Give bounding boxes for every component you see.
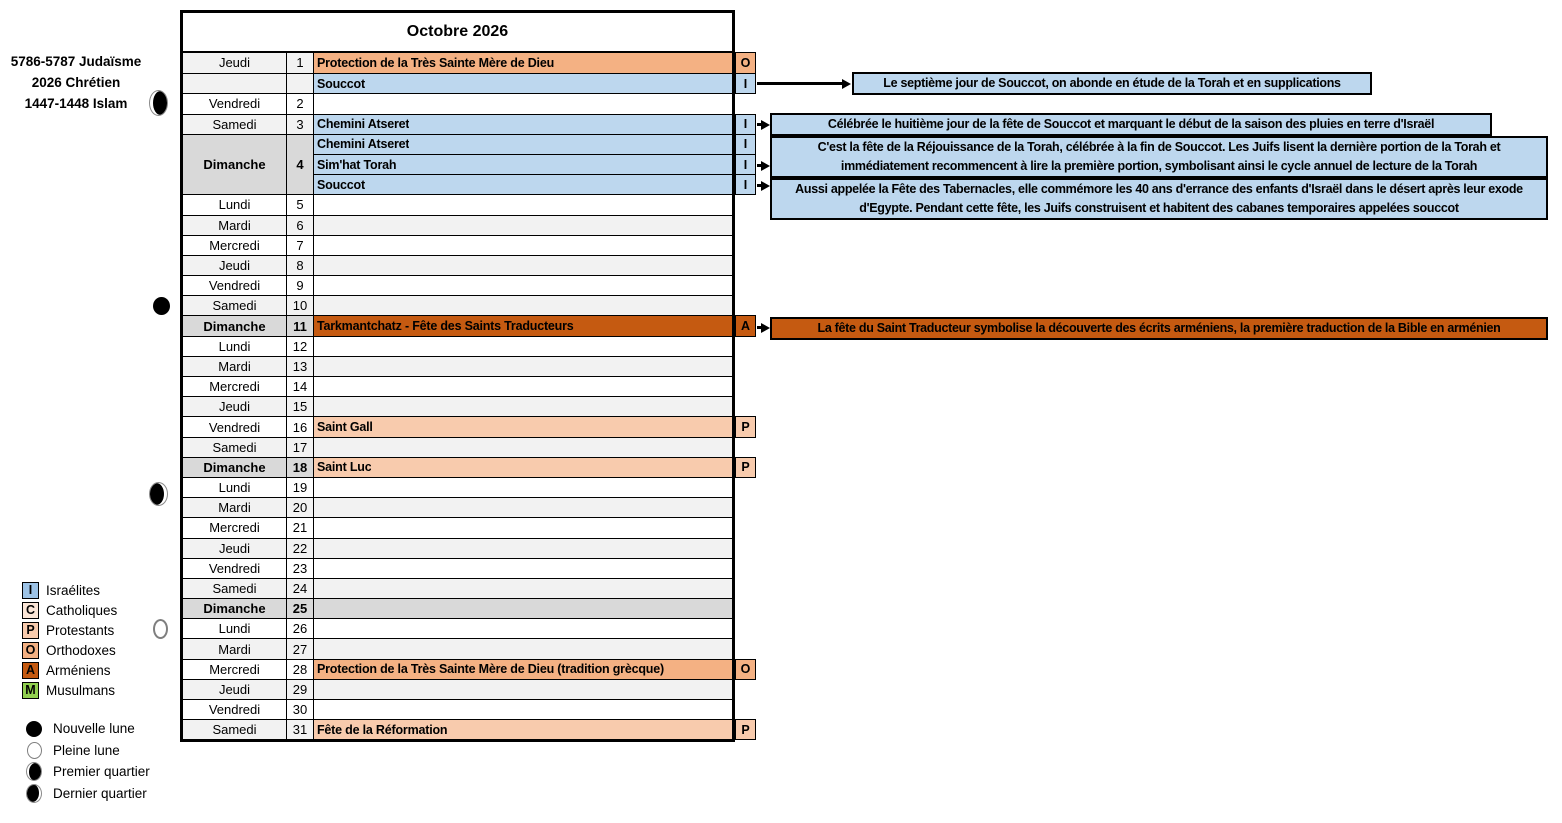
event-cell (314, 53, 751, 73)
day-name-cell: Samedi (212, 298, 257, 314)
event-label: Saint Gall (317, 420, 373, 435)
calendar-day-block (183, 295, 732, 315)
era-judaism: 5786-5787 Judaïsme (10, 54, 142, 69)
event-cell (314, 680, 732, 699)
calendar-day-block (183, 477, 732, 497)
calendar-day-block (183, 376, 732, 396)
religion-chip: C (22, 602, 39, 619)
moon-legend-label: Premier quartier (53, 764, 150, 780)
event-cell (314, 276, 732, 295)
day-number-cell: 20 (292, 500, 308, 516)
day-number-cell: 30 (292, 702, 308, 718)
event-cell (314, 700, 732, 719)
arrow-chemini-atseret-icon (757, 123, 761, 126)
day-name-cell: Jeudi (218, 258, 251, 274)
event-cell (314, 377, 732, 396)
annotation-simhat-torah: C'est la fête de la Réjouissance de la Torah, célébrée à la fin de Souccot. Les Juifs lisent la dernière portion de la Torah et immédiatement recommencent à lire la première portion, symbolisant ainsi le cycle annuel de lecture de la Torah (770, 136, 1548, 178)
religion-chip: A (22, 662, 39, 679)
day-name-cell: Vendredi (208, 96, 261, 112)
day-number-cell: 2 (296, 96, 304, 112)
religion-code-badge: I (735, 174, 756, 195)
legend-item-last-quarter (25, 783, 150, 805)
day-number-cell: 1 (296, 55, 304, 71)
religion-code-badge: I (735, 134, 756, 155)
calendar-day-block (183, 215, 732, 235)
annotation-chemini-atseret: Célébrée le huitième jour de la fête de Souccot et marquant le début de la saison des pluies en terre d'Israël (770, 113, 1492, 136)
religion-chip: M (22, 682, 39, 699)
day-number-cell (287, 73, 313, 94)
day-name-cell: Vendredi (208, 278, 261, 294)
annotation-souccot-seventh-day: Le septième jour de Souccot, on abonde en étude de la Torah et en supplications (852, 72, 1372, 95)
religion-code-badge: O (735, 52, 756, 74)
day-name-cell (183, 73, 286, 94)
day-name-cell: Lundi (218, 621, 251, 637)
day-name-cell: Vendredi (208, 419, 261, 435)
arrow-simhat-torah-icon (757, 164, 761, 167)
religion-code-badge: P (735, 719, 756, 740)
event-label: Chemini Atseret (317, 117, 410, 132)
day-number-cell: 13 (292, 358, 308, 374)
legend-label: Israélites (46, 582, 101, 598)
legend-item-catholiques (22, 600, 117, 620)
day-number-cell: 24 (292, 581, 308, 597)
day-name-cell: Samedi (212, 439, 257, 455)
legend-item-new-moon (25, 718, 150, 740)
day-name-cell: Lundi (218, 480, 251, 496)
event-cell (314, 397, 732, 416)
event-cell (314, 559, 732, 578)
arrow-souccot-1-icon (757, 82, 842, 85)
day-name-cell: Mardi (218, 217, 251, 233)
event-cell (314, 720, 750, 739)
calendar-day-block (183, 315, 751, 335)
day-number-cell: 3 (296, 116, 304, 132)
moon-marker-new-moon-icon (153, 297, 170, 315)
event-label: Saint Luc (317, 460, 372, 475)
calendar-table (180, 10, 751, 742)
day-name-cell: Lundi (218, 197, 251, 213)
legend-item-musulmans (22, 680, 117, 700)
calendar-day-block (183, 659, 751, 679)
day-name-cell: Dimanche (203, 157, 266, 173)
day-number-cell: 29 (292, 681, 308, 697)
legend-label: Arméniens (46, 662, 111, 678)
day-number-cell: 28 (292, 661, 308, 677)
new-moon-icon (26, 721, 42, 737)
day-number-cell: 5 (296, 197, 304, 213)
calendar-rows (183, 53, 751, 739)
event-cell (314, 256, 732, 275)
day-number-cell: 17 (292, 439, 308, 455)
calendar-day-block (183, 396, 732, 416)
day-number-cell: 21 (292, 520, 308, 536)
religion-chip: I (22, 582, 39, 599)
event-cell (314, 73, 748, 94)
day-number-cell: 19 (292, 480, 308, 496)
day-name-cell: Jeudi (218, 399, 251, 415)
calendar-day-block (183, 719, 750, 739)
day-name-cell: Jeudi (218, 55, 251, 71)
religion-chip: O (22, 642, 39, 659)
event-cell (314, 216, 732, 235)
calendar-day-block (183, 538, 732, 558)
arrow-souccot-4-icon (757, 184, 761, 187)
event-label: Fête de la Réformation (317, 722, 448, 737)
event-cell (314, 236, 732, 255)
religion-code-badge: P (735, 416, 756, 437)
event-cell (314, 174, 748, 194)
day-name-cell: Vendredi (208, 560, 261, 576)
event-cell (314, 316, 751, 335)
day-number-cell: 6 (296, 217, 304, 233)
religion-code-badge: I (735, 114, 756, 135)
day-name-cell: Vendredi (208, 702, 261, 718)
event-cell (314, 115, 748, 134)
day-name-cell: Dimanche (203, 318, 266, 334)
day-name-cell: Dimanche (203, 601, 266, 617)
religion-code-badge: I (735, 154, 756, 175)
calendar-day-block (183, 517, 732, 537)
calendar-day-block (183, 114, 748, 134)
legend-item-israelites (22, 580, 117, 600)
moon-phase-legend (25, 718, 150, 804)
religion-code-badge: O (735, 659, 756, 680)
era-christian: 2026 Chrétien (31, 75, 121, 90)
day-number-cell: 31 (292, 722, 308, 738)
full-moon-icon (27, 742, 42, 759)
day-name-cell: Dimanche (203, 459, 266, 475)
moon-legend-label: Dernier quartier (53, 785, 147, 801)
moon-legend-label: Nouvelle lune (53, 721, 135, 737)
event-label: Sim'hat Torah (317, 157, 397, 172)
calendar-day-block (183, 194, 732, 214)
moon-legend-label: Pleine lune (53, 742, 120, 758)
annotation-tarkmantchatz: La fête du Saint Traducteur symbolise la découverte des écrits arméniens, la première traduction de la Bible en arménien (770, 317, 1548, 340)
event-label: Tarkmantchatz - Fête des Saints Traducteurs (317, 319, 574, 334)
calendar-day-block (183, 275, 732, 295)
calendar-day-block (183, 255, 732, 275)
event-cell (314, 135, 748, 154)
day-name-cell: Mercredi (209, 237, 260, 253)
day-number-cell: 8 (296, 258, 304, 274)
event-label: Souccot (317, 76, 365, 91)
event-cell (314, 417, 750, 436)
calendar-day-block (183, 93, 732, 113)
first-quarter-moon-icon (26, 762, 42, 781)
calendar-day-block (183, 53, 751, 93)
arrow-tarkmantchatz-icon (757, 326, 761, 329)
day-name-cell: Mardi (218, 500, 251, 516)
event-cell (314, 94, 732, 113)
calendar-day-block (183, 416, 750, 436)
calendar-day-block (183, 638, 732, 658)
calendar-day-block (183, 356, 732, 376)
day-name-cell: Mercredi (209, 661, 260, 677)
day-number-cell: 12 (292, 338, 308, 354)
legend-label: Orthodoxes (46, 642, 116, 658)
event-cell (314, 539, 732, 558)
calendar-day-block (183, 618, 732, 638)
day-name-cell: Mardi (218, 358, 251, 374)
day-number-cell: 9 (296, 278, 304, 294)
religion-code-badge: I (735, 73, 756, 95)
day-name-cell: Mercredi (209, 520, 260, 536)
day-name-cell: Mercredi (209, 379, 260, 395)
day-number-cell: 14 (292, 379, 308, 395)
event-cell (314, 639, 732, 658)
religion-code-badge: P (735, 457, 756, 478)
day-number-cell: 15 (292, 399, 308, 415)
legend-item-full-moon (25, 740, 150, 762)
day-number-cell: 16 (292, 419, 308, 435)
day-name-cell: Jeudi (218, 540, 251, 556)
event-cell (314, 498, 732, 517)
legend-label: Protestants (46, 622, 115, 638)
day-number-cell: 4 (296, 157, 304, 173)
day-name-cell: Mardi (218, 641, 251, 657)
event-cell (314, 458, 750, 477)
day-number-cell: 18 (292, 459, 308, 475)
event-cell (314, 357, 732, 376)
legend-label: Musulmans (46, 682, 116, 698)
day-number-cell: 7 (296, 237, 304, 253)
calendar-day-block (183, 336, 732, 356)
day-number-cell: 23 (292, 560, 308, 576)
calendar-month-title: Octobre 2026 (183, 13, 732, 53)
day-number-cell: 27 (292, 641, 308, 657)
day-name-cell: Jeudi (218, 681, 251, 697)
event-cell (314, 195, 732, 214)
day-number-cell: 26 (292, 621, 308, 637)
calendar-day-block (183, 578, 732, 598)
calendar-day-block (183, 699, 732, 719)
event-label: Souccot (317, 177, 365, 192)
event-cell (314, 619, 732, 638)
day-name-cell: Lundi (218, 338, 251, 354)
event-cell (314, 296, 732, 315)
event-cell (314, 579, 732, 598)
moon-marker-first-quarter-icon (149, 90, 168, 116)
calendar-day-block (183, 497, 732, 517)
day-number-cell: 22 (292, 540, 308, 556)
event-cell (314, 599, 732, 618)
event-cell (314, 660, 751, 679)
legend-item-armeniens (22, 660, 117, 680)
event-label: Protection de la Très Sainte Mère de Dieu (tradition grècque) (317, 662, 664, 677)
day-name-cell: Samedi (212, 116, 257, 132)
calendar-day-block (183, 437, 732, 457)
day-number-cell: 10 (292, 298, 308, 314)
legend-item-orthodoxes (22, 640, 117, 660)
religion-chip: P (22, 622, 39, 639)
religion-code-badge: A (735, 315, 756, 336)
calendar-day-block (183, 598, 732, 618)
day-number-cell: 25 (292, 601, 308, 617)
calendar-day-block (183, 457, 750, 477)
day-name-cell: Samedi (212, 581, 257, 597)
moon-marker-last-quarter-icon (149, 482, 168, 506)
legend-item-first-quarter (25, 761, 150, 783)
moon-marker-full-moon-icon (153, 619, 168, 639)
legend-label: Catholiques (46, 602, 118, 618)
religion-legend (22, 580, 117, 700)
event-cell (314, 438, 732, 457)
last-quarter-moon-icon (26, 784, 42, 803)
calendar-day-block (183, 679, 732, 699)
day-name-cell: Samedi (212, 722, 257, 738)
event-cell (314, 518, 732, 537)
legend-item-protestants (22, 620, 117, 640)
event-label: Chemini Atseret (317, 137, 410, 152)
annotation-souccot-tabernacles: Aussi appelée la Fête des Tabernacles, elle commémore les 40 ans d'errance des enfants d'Israël dans le désert après leur exode d'Egypte. Pendant cette fête, les Juifs construisent et habitent des cabanes temporaires appelées souccot (770, 178, 1548, 220)
calendar-day-block (183, 558, 732, 578)
event-cell (314, 337, 732, 356)
calendar-day-block (183, 134, 748, 195)
day-number-cell: 11 (293, 318, 307, 334)
era-labels (6, 51, 146, 114)
era-islam: 1447-1448 Islam (24, 96, 128, 111)
calendar-day-block (183, 235, 732, 255)
event-label: Protection de la Très Sainte Mère de Dieu (317, 55, 555, 70)
event-cell (314, 478, 732, 497)
event-cell (314, 154, 748, 174)
